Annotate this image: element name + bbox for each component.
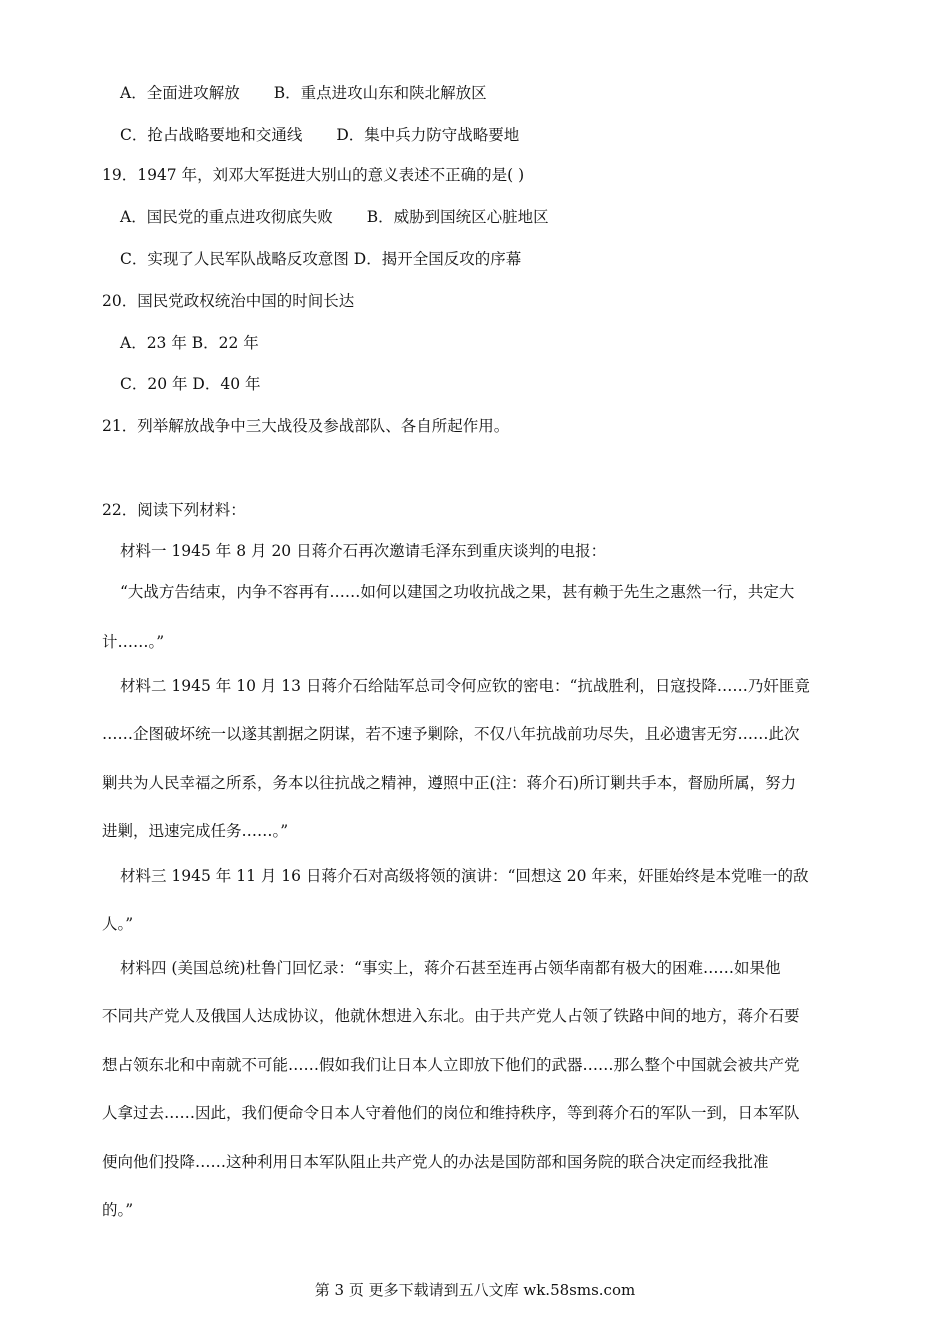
q18-option-d: D．集中兵力防守战略要地	[336, 126, 520, 144]
q22-material4-line5: 便向他们投降……这种利用日本军队阻止共产党人的办法是国防部和国务院的联合决定而经我批准	[102, 1153, 769, 1171]
q22-material3-line1: 材料三 1945 年 11 月 16 日蒋介石对高级将领的演讲：“回想这 20 年来，奸匪始终是本党唯一的敌	[120, 867, 809, 885]
q18-option-a: A．全面进攻解放	[120, 84, 240, 102]
q22-material1-heading: 材料一 1945 年 8 月 20 日蒋介石再次邀请毛泽东到重庆谈判的电报：	[120, 542, 607, 560]
q22-material4-line3: 想占领东北和中南就不可能……假如我们让日本人立即放下他们的武器……那么整个中国就会被共产党	[102, 1056, 800, 1074]
q19-option-b: B．威胁到国统区心脏地区	[366, 208, 549, 226]
q18-option-b: B．重点进攻山东和陕北解放区	[273, 84, 487, 102]
q20-options-row2: C．20 年 D．40 年	[120, 375, 261, 393]
q20-stem: 20．国民党政权统治中国的时间长达	[102, 292, 355, 310]
q22-material4-line2: 不同共产党人及俄国人达成协议，他就休想进入东北。由于共产党人占领了铁路中间的地方，蒋介石要	[102, 1007, 800, 1025]
q22-material2-line3: 剿共为人民幸福之所系，务本以往抗战之精神，遵照中正(注：蒋介石)所订剿共手本，督励所属，努力	[102, 774, 797, 792]
page-footer: 第 3 页 更多下载请到五八文库 wk.58sms.com	[314, 1281, 636, 1299]
q22-material1-line2: 计……。”	[102, 633, 165, 651]
q22-material2-line4: 进剿，迅速完成任务……。”	[102, 822, 289, 840]
q18-options-row2	[120, 124, 519, 146]
q19-options-row1	[120, 206, 549, 228]
q22-stem: 22．阅读下列材料：	[102, 501, 246, 519]
q20-options-row1: A．23 年 B．22 年	[120, 334, 259, 352]
q18-option-c: C．抢占战略要地和交通线	[120, 126, 303, 144]
q22-material3-line2: 人。”	[102, 915, 134, 933]
q22-material2-line1: 材料二 1945 年 10 月 13 日蒋介石给陆军总司令何应钦的密电：“抗战胜利，日寇投降……乃奸匪竟	[120, 677, 810, 695]
q22-material2-line2: ……企图破坏统一以遂其割据之阴谋，若不速予剿除，不仅八年抗战前功尽失，且必遗害无穷……此次	[102, 725, 800, 743]
q19-option-a: A．国民党的重点进攻彻底失败	[120, 208, 333, 226]
q22-material4-line6: 的。”	[102, 1201, 134, 1219]
q22-material4-line4: 人拿过去……因此，我们便命令日本人守着他们的岗位和维持秩序，等到蒋介石的军队一到，日本军队	[102, 1104, 800, 1122]
q22-material1-line1: “大战方告结束，内争不容再有……如何以建国之功收抗战之果，甚有赖于先生之惠然一行，共定大	[120, 583, 795, 601]
q22-material4-line1: 材料四 (美国总统)杜鲁门回忆录：“事实上，蒋介石甚至连再占领华南都有极大的困难……如果他	[120, 959, 781, 977]
q19-stem: 19．1947 年，刘邓大军挺进大别山的意义表述不正确的是( )	[102, 166, 525, 184]
q19-options-row2: C．实现了人民军队战略反攻意图 D．揭开全国反攻的序幕	[120, 250, 522, 268]
q21-stem: 21．列举解放战争中三大战役及参战部队、各自所起作用。	[102, 417, 510, 435]
q18-options-row1	[120, 82, 487, 104]
